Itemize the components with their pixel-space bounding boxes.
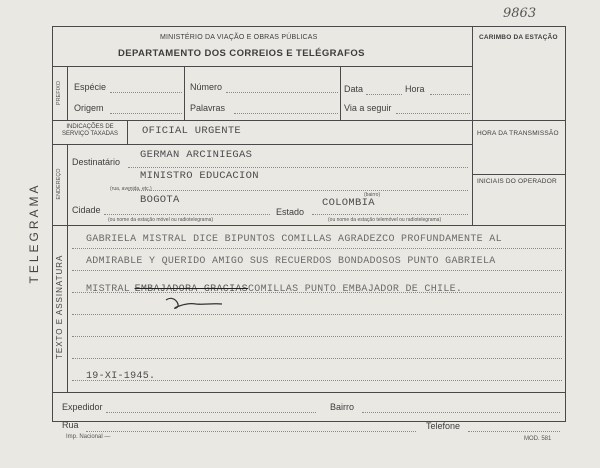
message-line-2: ADMIRABLE Y QUERIDO AMIGO SUS RECUERDOS BONDADOSOS PUNTO GABRIELA (86, 256, 496, 267)
text-signature-side-label: TEXTO E ASSINATURA (55, 254, 64, 359)
numero-label: Número (190, 82, 223, 92)
city-value: BOGOTA (140, 194, 180, 206)
via-label: Via a seguir (344, 103, 392, 113)
telefone-label: Telefone (426, 421, 461, 431)
model-number: MOD. 581 (524, 436, 552, 442)
hora-label: Hora (405, 84, 425, 94)
signature-scribble (160, 290, 230, 312)
message-line-3 (86, 278, 462, 296)
indicacoes-label: INDICAÇÕES DE SERVIÇO TAXADAS (61, 124, 119, 137)
state-value: COLOMBIA (322, 197, 375, 209)
iniciais-operador-label: INICIAIS DO OPERADOR (477, 178, 557, 185)
palavras-label: Palavras (190, 103, 226, 113)
message-line-3-struck: EMBAJADORA GRACIAS (134, 284, 248, 295)
rua-label: Rua (62, 420, 79, 430)
especie-label: Espécie (74, 82, 107, 92)
telegram-side-title: TELEGRAMA (27, 182, 41, 284)
printer-note: Imp. Nacional — (66, 434, 111, 440)
address-side-label: ENDEREÇO (56, 168, 62, 200)
origem-label: Origem (74, 103, 104, 113)
ministry-title: MINISTÉRIO DA VIAÇÃO E OBRAS PÚBLICAS (160, 34, 318, 41)
message-line-1: GABRIELA MISTRAL DICE BIPUNTOS COMILLAS AGRADEZCO PROFUNDAMENTE AL (86, 234, 502, 245)
indicacoes-value: OFICIAL URGENTE (142, 125, 242, 137)
department-title: DEPARTAMENTO DOS CORREIOS E TELÉGRAFOS (118, 48, 365, 59)
message-date: 19-XI-1945. (86, 371, 156, 382)
archive-number: 9863 (503, 6, 537, 21)
message-line-3-start: MISTRAL (86, 284, 131, 295)
cidade-label: Cidade (72, 205, 101, 215)
expedidor-label: Expedidor (62, 402, 103, 412)
estado-label: Estado (276, 207, 305, 217)
address-value: MINISTRO EDUCACION (140, 170, 259, 182)
bairro-label: Bairro (330, 402, 355, 412)
data-label: Data (344, 84, 364, 94)
hora-transmissao-label: HORA DA TRANSMISSÃO (477, 130, 559, 137)
destinatario-label: Destinatário (72, 157, 121, 167)
cidade-note: (ou nome da estação móvel ou radiotelegrama) (108, 217, 214, 223)
destinatario-value: GERMAN ARCINIEGAS (140, 149, 253, 161)
stamp-box-label: CARIMBO DA ESTAÇÃO (479, 34, 558, 41)
message-line-3-end: COMILLAS PUNTO EMBAJADOR DE CHILE. (247, 284, 463, 295)
prefix-side-label: PREFIXO (56, 80, 62, 106)
rua-avenida-note: (rua, avenida, etc.) (110, 186, 152, 192)
bairro-note: (bairro) (364, 192, 381, 198)
estado-note: (ou nome da estação telemóvel ou radiotelegrama) (328, 217, 442, 223)
